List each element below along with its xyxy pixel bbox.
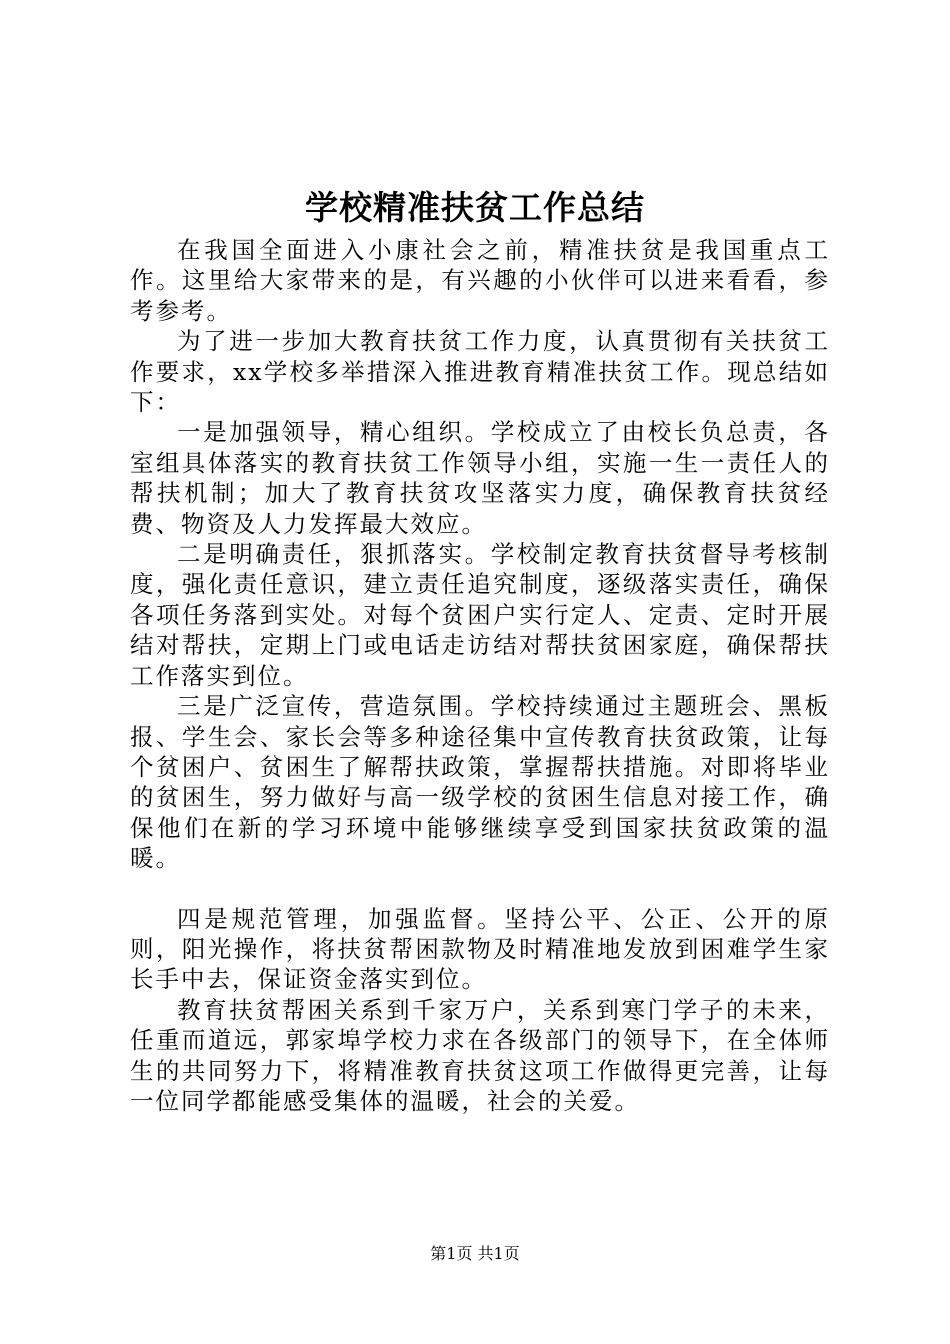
- paragraph-management: 四是规范管理，加强监督。坚持公平、公正、公开的原则，阳光操作，将扶贫帮困款物及时精准地发放到困难学生家长手中去，保证资金落实到位。: [130, 904, 830, 994]
- paragraph-responsibility: 二是明确责任，狠抓落实。学校制定教育扶贫督导考核制度，强化责任意识，建立责任追究制度，逐级落实责任，确保各项任务落到实处。对每个贫困户实行定人、定责、定时开展结对帮扶，定期上门或电话走访结对帮扶贫困家庭，确保帮扶工作落实到位。: [130, 540, 830, 690]
- page-footer: 第1页 共1页: [430, 1244, 520, 1263]
- document-title: 学校精准扶贫工作总结: [305, 188, 645, 227]
- paragraph-conclusion: 教育扶贫帮困关系到千家万户，关系到寒门学子的未来，任重而道远，郭家埠学校力求在各级部门的领导下，在全体师生的共同努力下，将精准教育扶贫这项工作做得更完善，让每一位同学都能感受集体的温暖，社会的关爱。: [130, 995, 830, 1115]
- paragraph-overview: 为了进一步加大教育扶贫工作力度，认真贯彻有关扶贫工作要求，xx学校多举措深入推进教育精准扶贫工作。现总结如下：: [130, 327, 830, 417]
- paragraph-publicity: 三是广泛宣传，营造氛围。学校持续通过主题班会、黑板报、学生会、家长会等多种途径集中宣传教育扶贫政策，让每个贫困户、贫困生了解帮扶政策，掌握帮扶措施。对即将毕业的贫困生，努力做好与高一级学校的贫困生信息对接工作，确保他们在新的学习环境中能够继续享受到国家扶贫政策的温暖。: [130, 692, 830, 873]
- paragraph-intro: 在我国全面进入小康社会之前，精准扶贫是我国重点工作。这里给大家带来的是，有兴趣的小伙伴可以进来看看，参考参考。: [130, 236, 830, 325]
- document-body: [130, 235, 830, 1116]
- paragraph-leadership: 一是加强领导，精心组织。学校成立了由校长负总责，各室组具体落实的教育扶贫工作领导小组，实施一生一责任人的帮扶机制；加大了教育扶贫攻坚落实力度，确保教育扶贫经费、物资及人力发挥最大效应。: [130, 418, 830, 538]
